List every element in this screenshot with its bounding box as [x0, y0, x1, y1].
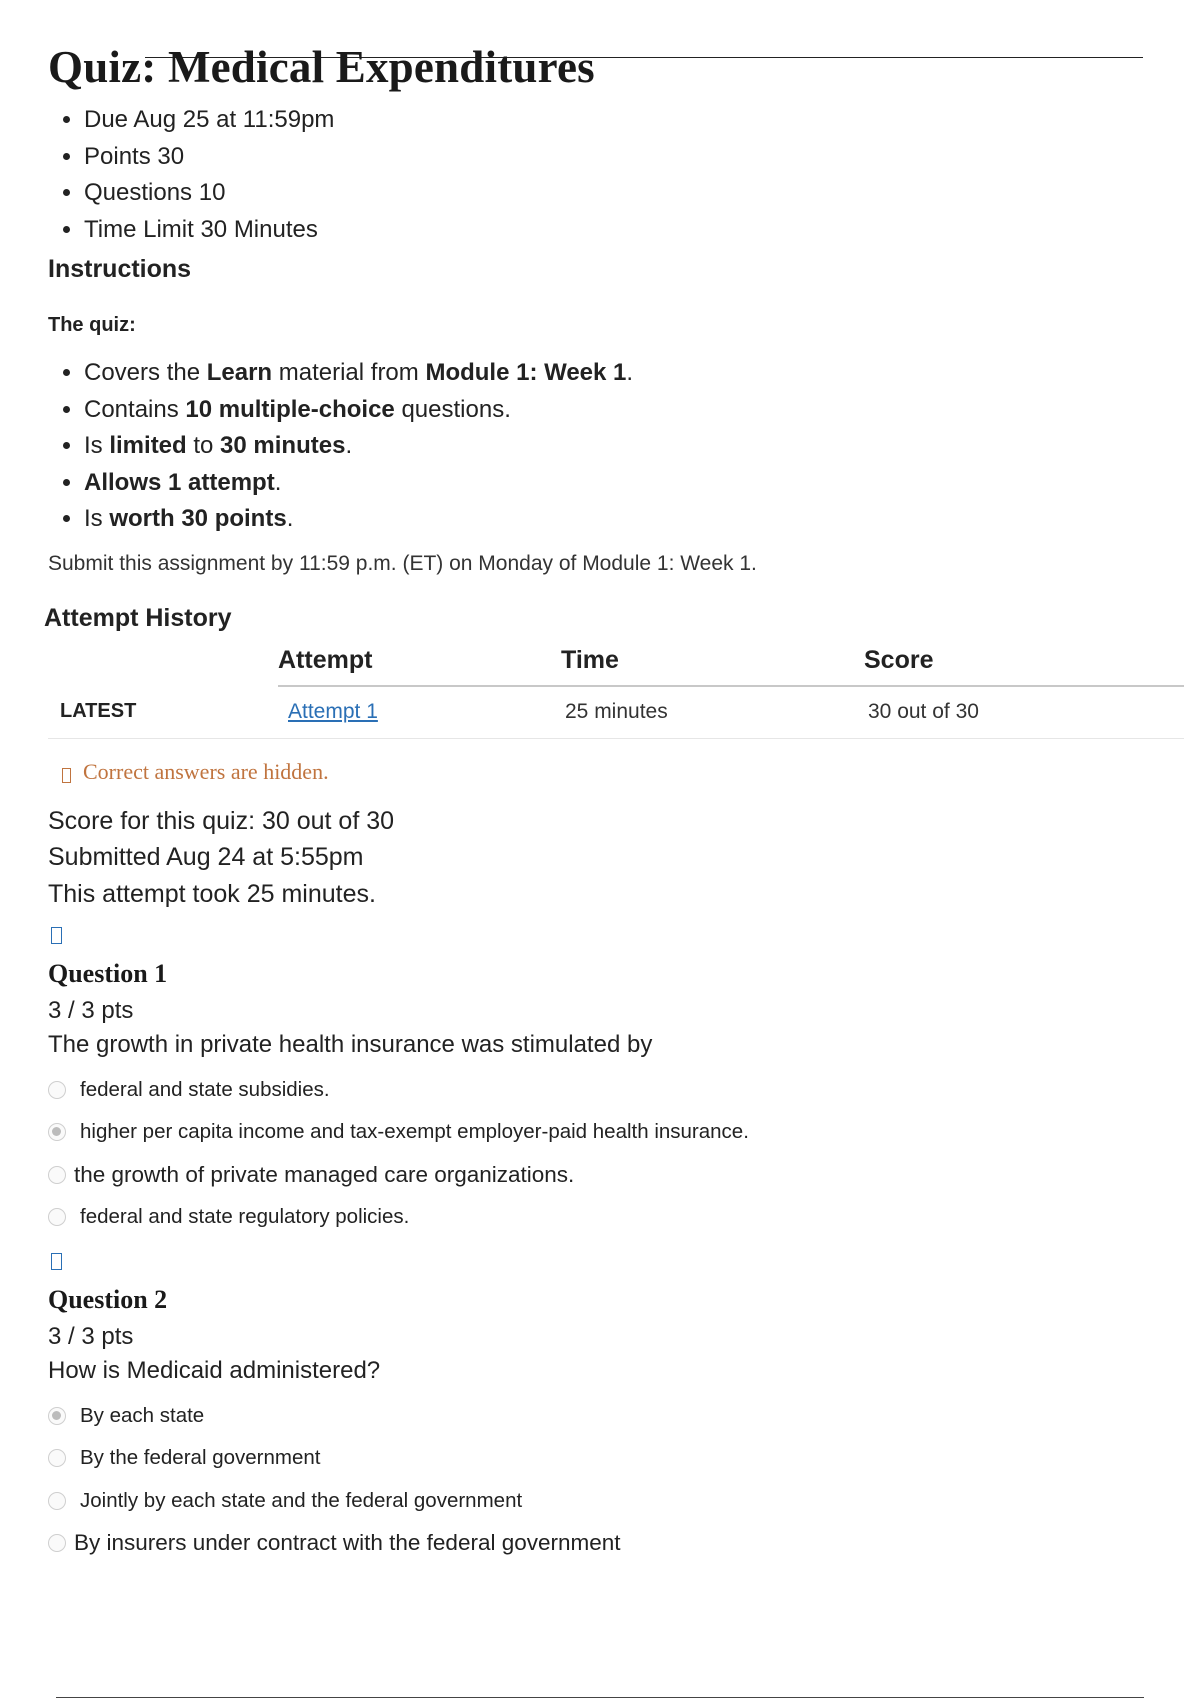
- flag-question-icon[interactable]: [51, 1253, 62, 1270]
- rule-covers: • Covers the Learn material from Module 1: Week 1.: [84, 355, 1148, 392]
- question-2-answers: [48, 1394, 1148, 1564]
- quiz-score: Score for this quiz: 30 out of 30: [48, 806, 395, 835]
- rule-contains: • Contains 10 multiple-choice questions.: [84, 392, 1148, 429]
- attempt-duration: This attempt took 25 minutes.: [48, 879, 376, 908]
- answer-option[interactable]: [48, 1068, 1148, 1111]
- question-2-title: Question 2: [48, 1285, 168, 1315]
- radio-button-selected[interactable]: [48, 1123, 66, 1141]
- instructions-list: [48, 355, 1148, 538]
- submit-note: Submit this assignment by 11:59 p.m. (ET) on Monday of Module 1: Week 1.: [48, 551, 757, 575]
- radio-button[interactable]: [48, 1492, 66, 1510]
- rule-attempts: • Allows 1 attempt.: [84, 465, 1148, 502]
- answer-label: the growth of private managed care organizations.: [74, 1161, 575, 1187]
- answer-label: federal and state subsidies.: [80, 1077, 330, 1101]
- question-count: • Questions 10: [84, 175, 1148, 212]
- column-header-blank: [48, 640, 278, 686]
- submitted-time: Submitted Aug 24 at 5:55pm: [48, 843, 364, 872]
- question-1-title: Question 1: [48, 959, 168, 989]
- attempt-time: 25 minutes: [561, 686, 864, 739]
- table-row: [48, 686, 1184, 739]
- page-title: Quiz: Medical Expenditures: [48, 42, 595, 92]
- time-limit: • Time Limit 30 Minutes: [84, 212, 1148, 249]
- attempt-1-link[interactable]: Attempt 1: [288, 699, 378, 723]
- answer-option[interactable]: [48, 1153, 1148, 1196]
- info-icon: [62, 768, 71, 783]
- answer-option[interactable]: [48, 1111, 1148, 1154]
- question-1-answers: [48, 1068, 1148, 1238]
- answer-option[interactable]: [48, 1437, 1148, 1480]
- answer-label: By insurers under contract with the federal government: [74, 1530, 621, 1555]
- quiz-meta-list: [48, 102, 1148, 248]
- question-1-text: The growth in private health insurance was stimulated by: [48, 1031, 653, 1059]
- answer-option[interactable]: [48, 1479, 1148, 1522]
- column-header-time: Time: [561, 640, 864, 686]
- points: • Points 30: [84, 139, 1148, 176]
- attempt-history-heading: Attempt History: [44, 603, 232, 632]
- quiz-page: [44, 42, 1148, 1564]
- radio-button[interactable]: [48, 1208, 66, 1226]
- answer-option[interactable]: [48, 1196, 1148, 1239]
- answer-label: By each state: [80, 1403, 205, 1427]
- latest-label: LATEST: [48, 686, 278, 739]
- rule-worth: • Is worth 30 points.: [84, 501, 1148, 538]
- score-summary: [48, 803, 1148, 913]
- radio-button-selected[interactable]: [48, 1407, 66, 1425]
- column-header-attempt: Attempt: [278, 640, 561, 686]
- answer-option[interactable]: [48, 1522, 1148, 1565]
- footer-rule: [56, 1697, 1144, 1698]
- rule-limited: • Is limited to 30 minutes.: [84, 428, 1148, 465]
- table-header-row: [48, 640, 1184, 686]
- answers-hidden-notice: [62, 759, 1148, 785]
- attempt-score: 30 out of 30: [864, 686, 1184, 739]
- answer-label: federal and state regulatory policies.: [80, 1205, 410, 1228]
- question-1-points: 3 / 3 pts: [48, 997, 134, 1025]
- answer-label: higher per capita income and tax-exempt employer-paid health insurance.: [80, 1120, 749, 1143]
- radio-button[interactable]: [48, 1534, 66, 1552]
- radio-button[interactable]: [48, 1166, 66, 1184]
- instructions-heading: Instructions: [48, 255, 192, 284]
- column-header-score: Score: [864, 640, 1184, 686]
- attempt-cell: [278, 686, 561, 739]
- answer-option[interactable]: [48, 1394, 1148, 1437]
- question-2-text: How is Medicaid administered?: [48, 1357, 381, 1385]
- instructions-lead: The quiz:: [48, 314, 136, 337]
- flag-question-icon[interactable]: [51, 927, 62, 944]
- radio-button[interactable]: [48, 1449, 66, 1467]
- answer-label: Jointly by each state and the federal government: [80, 1488, 523, 1512]
- notice-text: Correct answers are hidden.: [83, 758, 329, 784]
- radio-button[interactable]: [48, 1081, 66, 1099]
- answer-label: By the federal government: [80, 1446, 321, 1469]
- attempt-history-table: [48, 640, 1184, 739]
- question-2-points: 3 / 3 pts: [48, 1323, 134, 1351]
- due-date: • Due Aug 25 at 11:59pm: [84, 102, 1148, 139]
